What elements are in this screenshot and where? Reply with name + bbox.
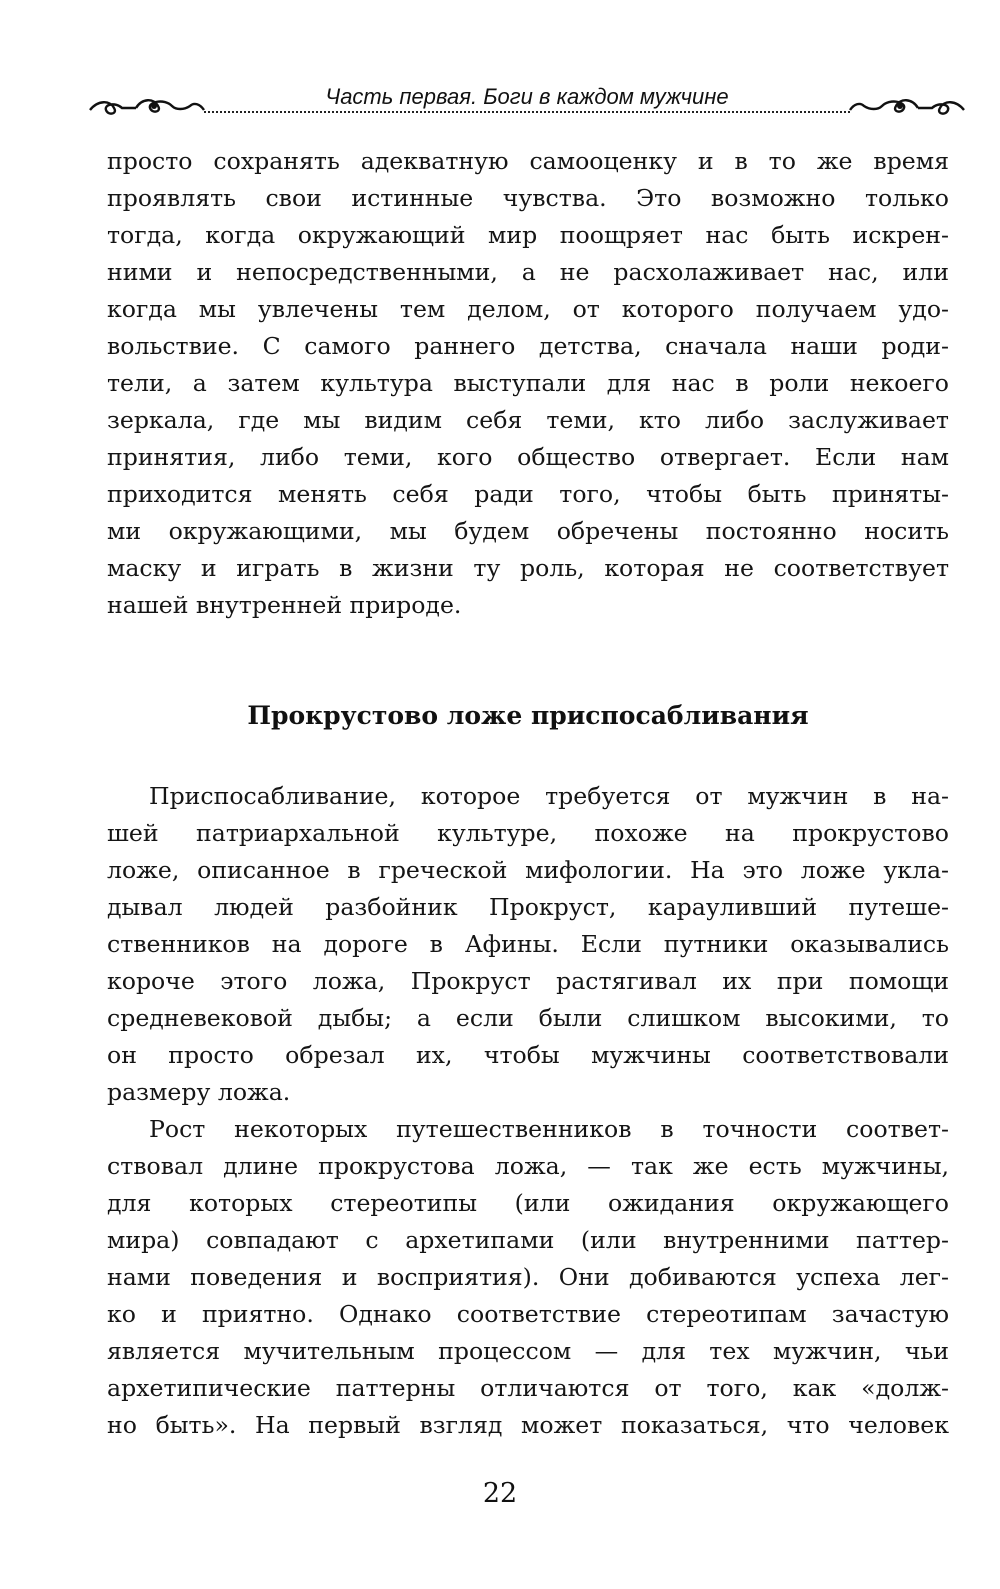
text-line: размеру ложа. bbox=[107, 1078, 291, 1106]
text-line: ко и приятно. Однако соответствие стереотипам зачастую bbox=[107, 1300, 949, 1328]
text-line: ми окружающими, мы будем обречены постоянно носить bbox=[107, 517, 949, 545]
text-line: нашей внутренней природе. bbox=[107, 591, 462, 619]
text-line: маску и играть в жизни ту роль, которая не соответствует bbox=[107, 554, 949, 582]
running-head-title: Часть первая. Боги в каждом мужчине bbox=[319, 84, 734, 109]
section-body bbox=[107, 778, 949, 1444]
text-line: ственников на дороге в Афины. Если путники оказывались bbox=[107, 930, 949, 958]
text-line: проявлять свои истинные чувства. Это возможно только bbox=[107, 184, 949, 212]
text-line: зеркала, где мы видим себя теми, кто либо заслуживает bbox=[107, 406, 949, 434]
text-line: архетипические паттерны отличаются от того, как «долж- bbox=[107, 1374, 949, 1402]
text-line: принятия, либо теми, кого общество отвергает. Если нам bbox=[107, 443, 949, 471]
text-line: для которых стереотипы (или ожидания окружающего bbox=[107, 1189, 949, 1217]
section-heading: Прокрустово ложе приспосабливания bbox=[247, 701, 809, 730]
right-flourish-ornament bbox=[846, 92, 966, 118]
text-line: ствовал длине прокрустова ложа, — так же есть мужчины, bbox=[107, 1152, 949, 1180]
text-line: мира) совпадают с архетипами (или внутренними паттер- bbox=[107, 1226, 949, 1254]
text-line: тогда, когда окружающий мир поощряет нас быть искрен- bbox=[107, 221, 949, 249]
dotted-rule bbox=[204, 111, 850, 113]
text-line: ложе, описанное в греческой мифологии. На это ложе укла- bbox=[107, 856, 949, 884]
page-number: 22 bbox=[482, 1478, 518, 1509]
text-line: ними и непосредственными, а не расхолаживает нас, или bbox=[107, 258, 949, 286]
running-header bbox=[88, 84, 966, 124]
text-line: тели, а затем культура выступали для нас в роли некоего bbox=[107, 369, 949, 397]
text-line: является мучительным процессом — для тех мужчин, чьи bbox=[107, 1337, 949, 1365]
text-line: Приспосабливание, которое требуется от мужчин в на- bbox=[149, 782, 949, 810]
text-line: шей патриархальной культуре, похоже на прокрустово bbox=[107, 819, 949, 847]
text-line: он просто обрезал их, чтобы мужчины соответствовали bbox=[107, 1041, 949, 1069]
text-line: просто сохранять адекватную самооценку и в то же время bbox=[107, 147, 949, 175]
text-line: короче этого ложа, Прокруст растягивал их при помощи bbox=[107, 967, 949, 995]
text-line: но быть». На первый взгляд может показаться, что человек bbox=[107, 1411, 949, 1439]
text-line: приходится менять себя ради того, чтобы быть приняты- bbox=[107, 480, 949, 508]
text-line: вольствие. С самого раннего детства, сначала наши роди- bbox=[107, 332, 949, 360]
text-line: дывал людей разбойник Прокруст, карауливший путеше- bbox=[107, 893, 949, 921]
text-line: средневековой дыбы; а если были слишком высокими, то bbox=[107, 1004, 949, 1032]
text-line: нами поведения и восприятия). Они добиваются успеха лег- bbox=[107, 1263, 949, 1291]
text-line: Рост некоторых путешественников в точности соответ- bbox=[149, 1115, 949, 1143]
paragraph-continued bbox=[107, 143, 949, 624]
text-line: когда мы увлечены тем делом, от которого получаем удо- bbox=[107, 295, 949, 323]
